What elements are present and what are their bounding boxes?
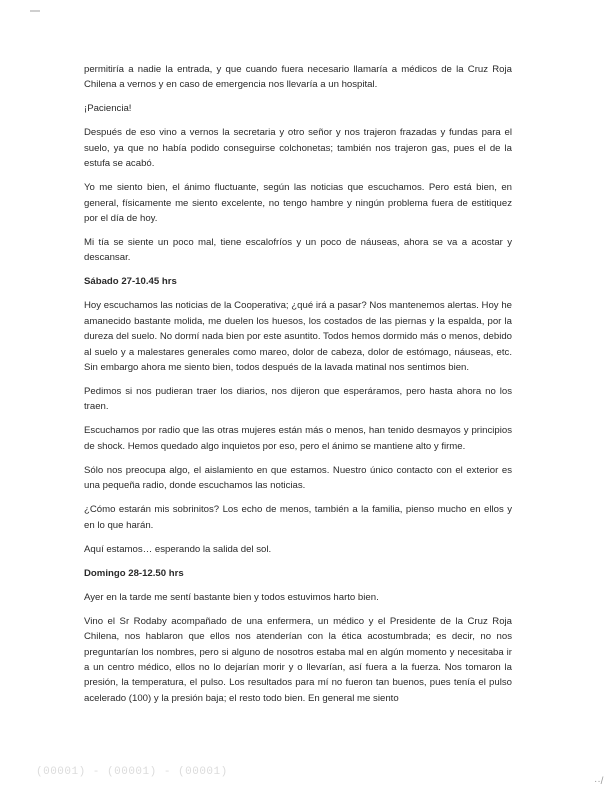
- paragraph: Después de eso vino a vernos la secretaria y otro señor y nos trajeron frazadas y fundas para el suelo, ya que no había podido conseguirse colchonetas; también nos trajeron gas, pues el de la estufa se acabó.: [84, 127, 512, 170]
- date-heading: Sábado 27-10.45 hrs: [84, 276, 177, 288]
- scan-corner-mark: [30, 10, 40, 12]
- date-heading: Domingo 28-12.50 hrs: [84, 567, 184, 579]
- paragraph: Sólo nos preocupa algo, el aislamiento en que estamos. Nuestro único contacto con el exterior es una pequeña radio, donde escuchamos las noticias.: [84, 464, 512, 492]
- paragraph: Mi tía se siente un poco mal, tiene escalofríos y un poco de náuseas, ahora se va a acostar y descansar.: [84, 237, 512, 264]
- paragraph: Pedimos si nos pudieran traer los diarios, nos dijeron que esperáramos, pero hasta ahora no los traen.: [84, 386, 512, 413]
- faint-footer-stamp: (00001) - (00001) - (00001): [36, 766, 228, 778]
- paragraph: permitiría a nadie la entrada, y que cuando fuera necesario llamaría a médicos de la Cruz Roja Chilena a vernos y en caso de emergencia nos llevaría a un hospital.: [84, 64, 512, 91]
- page-corner-mark: ··/: [594, 776, 604, 787]
- paragraph: Aquí estamos… esperando la salida del sol.: [84, 543, 272, 555]
- paragraph: ¡Paciencia!: [84, 103, 132, 115]
- paragraph: Hoy escuchamos las noticias de la Cooperativa; ¿qué irá a pasar? Nos mantenemos alertas. Hoy he amanecido bastante molida, me duelen los huesos, los costados de las piernas y la espalda, por la dureza del suelo. No dormí nada bien por este asuntito. Todos hemos dormido más o menos, debido al suelo y a malestares generales como mareo, dolor de cabeza, dolor de estómago, náuseas, etc. Sin embargo ahora me siento bien, todos después de la lavada matinal nos sentimos bien.: [84, 300, 512, 374]
- paragraph: ¿Cómo estarán mis sobrinitos? Los echo de menos, también a la familia, pienso mucho en ellos y en lo que harán.: [84, 504, 512, 531]
- document-body: [84, 62, 512, 715]
- paragraph: Vino el Sr Rodaby acompañado de una enfermera, un médico y el Presidente de la Cruz Roja Chilena, nos hablaron que ellos nos atenderían con la ética acostumbrada; es decir, no nos preguntarían los nombres, pero si alguno de nosotros estaba mal en algún momento y necesitaba ir a un centro médico, ellos no lo dejarían morir y o llevarían, así fuera a la fuerza. Nos tomaron la presión, la temperatura, el pulso. Los resultados para mí no fueron tan buenos, pues tenía el pulso acelerado (100) y la presión baja; el resto todo bien. En general me siento: [84, 615, 512, 704]
- paragraph: Ayer en la tarde me sentí bastante bien y todos estuvimos harto bien.: [84, 591, 379, 603]
- paragraph: Yo me siento bien, el ánimo fluctuante, según las noticias que escuchamos. Pero está bien, en general, físicamente me siento excelente, no tengo hambre y ningún problema fuera de estitiquez por el día de hoy.: [84, 182, 512, 225]
- paragraph: Escuchamos por radio que las otras mujeres están más o menos, han tenido desmayos y principios de shock. Hemos quedado algo inquietos por eso, pero el ánimo se mantiene alto y firme.: [84, 425, 512, 452]
